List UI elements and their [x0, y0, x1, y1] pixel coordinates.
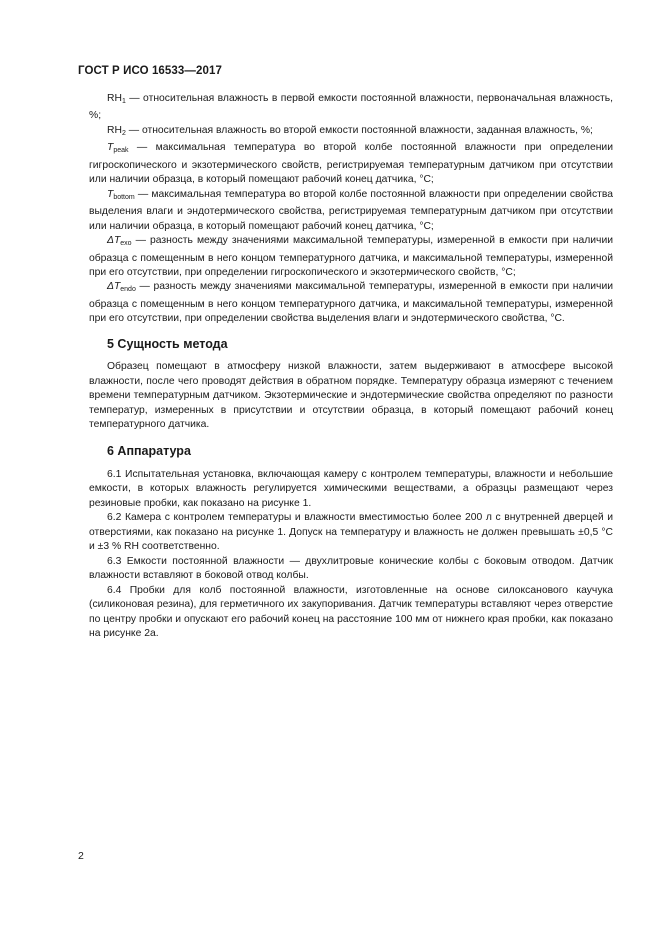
- definition-symbol: T: [107, 188, 114, 200]
- definition-item: [89, 188, 613, 234]
- document-header: ГОСТ Р ИСО 16533—2017: [78, 65, 223, 77]
- definition-item: [89, 280, 613, 326]
- definition-symbol: ΔT: [107, 235, 121, 247]
- definition-text: — относительная влажность в первой емкости постоянной влажности, первоначальная влажность, %;: [89, 93, 613, 122]
- definition-subscript: bottom: [113, 193, 135, 201]
- definition-symbol: T: [107, 142, 114, 154]
- definition-item: [89, 92, 613, 124]
- definition-subscript: 1: [121, 98, 126, 105]
- definition-text: — разность между значениями максимальной температуры, измеренной в емкости при наличии образца с помещенным в него концом температурного датчика, и максимальной температуры, измеренной при его отсутствии, при определении свойства выделения влаги и эндотермического свойства, °C.: [89, 281, 613, 325]
- clause-6-3: 6.3 Емкости постоянной влажности — двухлитровые конические колбы с боковым отводом. Датчик влажности вставляют в боковой отвод колбы.: [89, 555, 613, 582]
- definition-text: — разность между значениями максимальной температуры, измеренной в емкости при наличии образца с помещенным в него концом температурного датчика, и максимальной температуры, измеренной при его отсутствии, при определении гигроскопического и экзотермического свойств, °C;: [89, 235, 613, 278]
- page-number: 2: [78, 850, 84, 862]
- section-5-title: 5 Сущность метода: [107, 336, 228, 351]
- definition-text: — максимальная температура во второй колбе постоянной влажности при определении свойства выделения влаги и эндотермического свойства, регистрируемая температурным датчиком при отсутствии или наличии образца, в который помещают рабочий конец датчика, °C;: [89, 188, 613, 232]
- definition-subscript: peak: [113, 147, 129, 155]
- definition-subscript: 2: [121, 129, 126, 137]
- section-6-title: 6 Аппаратура: [107, 443, 191, 458]
- section-5-paragraph: Образец помещают в атмосферу низкой влажности, затем выдерживают в атмосфере высокой влажности, после чего проводят действия в обратном порядке. Температуру образца измеряют с течением времени температурным датчиком. Экзотермические и эндотермические свойства определяют по разности температур, измеренных в присутствии и отсутствии образца, в который помещают рабочий конец температурного датчика.: [89, 361, 613, 431]
- definition-item: [89, 234, 613, 280]
- definition-text: — относительная влажность во второй емкости постоянной влажности, заданная влажность, %;: [125, 124, 593, 136]
- definition-symbol: RH: [107, 93, 122, 104]
- clause-6-2: 6.2 Камера с контролем температуры и влажности вместимостью более 200 л с внутренней дверцей и отверстиями, как показано на рисунке 1. Допуск на температуру и влажность не должен превышать ±0,5 °C и ±3 % RH соответственно.: [89, 512, 613, 553]
- clause-6-4: 6.4 Пробки для колб постоянной влажности, изготовленные на основе силоксанового каучука (силиконовая резина), для герметичного их закупоривания. Датчик температуры вставляют через отверстие по центру пробки и опускают его рабочий конец на расстояние 100 мм от нижнего края пробки, как показано на рисунке 2а.: [89, 584, 613, 639]
- clause-6-1: 6.1 Испытательная установка, включающая камеру с контролем температуры, влажности и небольшие емкости, в которых влажность регулируется химическими веществами, а образцы размещают через резиновые пробки, как показано на рисунке 1.: [89, 468, 613, 509]
- definition-subscript: exo: [120, 240, 132, 248]
- definition-symbol: ΔT: [107, 281, 121, 293]
- definition-item: [89, 141, 613, 187]
- definition-symbol: RH: [107, 124, 122, 136]
- definition-subscript: endo: [120, 286, 136, 294]
- definition-text: — максимальная температура во второй колбе постоянной влажности при определении гигроскопического и экзотермического свойств, регистрируемая температурным датчиком при отсутствии или наличии образца, в который помещают рабочий конец датчика, °C;: [89, 142, 613, 186]
- definition-item: [89, 124, 613, 141]
- page-body: [89, 92, 613, 641]
